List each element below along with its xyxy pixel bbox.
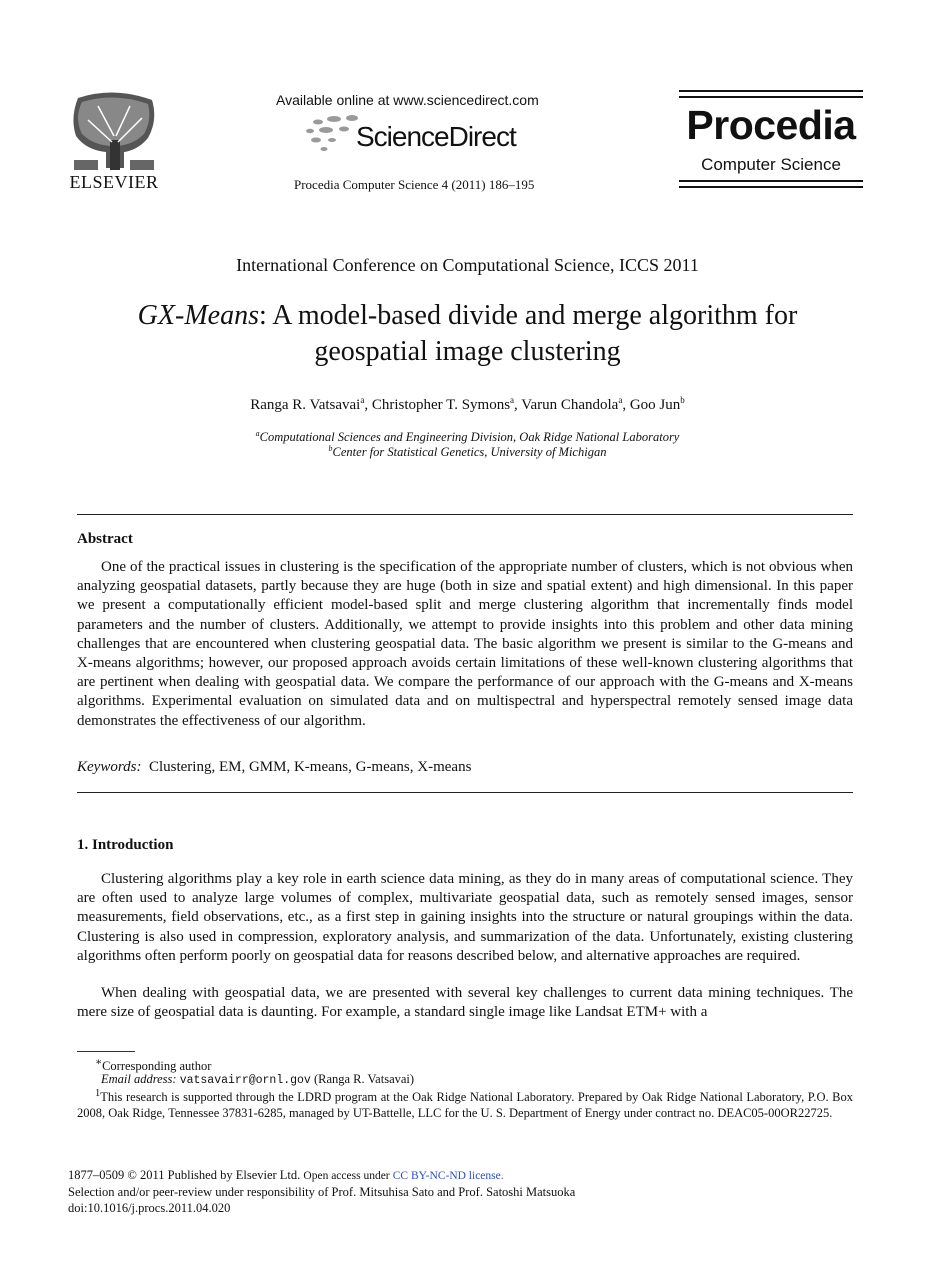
- sciencedirect-wordmark: ScienceDirect: [356, 121, 516, 152]
- divider-bottom: [77, 792, 853, 793]
- doi-line[interactable]: doi:10.1016/j.procs.2011.04.020: [68, 1201, 231, 1215]
- affil-text: Computational Sciences and Engineering Division, Oak Ridge National Laboratory: [259, 430, 680, 445]
- title-line1: : A model-based divide and merge algorithm for: [258, 300, 798, 331]
- footnote-1: [77, 1086, 853, 1121]
- affil-text: Center for Statistical Genetics, University of Michigan: [332, 445, 607, 460]
- author-affil-mark: b: [680, 395, 685, 405]
- introduction-para-2: When dealing with geospatial data, we are presented with several key challenges to current data mining techniques. The mere size of geospatial data is daunting. For example, a standard single image like Landsat ETM+ with a: [77, 985, 853, 1021]
- abstract-heading: Abstract: [77, 531, 133, 547]
- email-name: (Ranga R. Vatsavai): [313, 1072, 415, 1086]
- author-list: Ranga R. Vatsavai$^a$, Christopher T. Symons$^a$, Varun Chandola$^a$, Goo Jun$^b$: [250, 395, 685, 413]
- author-name: Varun Chandola: [521, 397, 619, 413]
- divider-top: [77, 514, 853, 515]
- copyright-text: 1877–0509 © 2011 Published by Elsevier Ltd.: [68, 1168, 301, 1182]
- available-online-text[interactable]: Available online at www.sciencedirect.com: [276, 92, 539, 108]
- footnote-text: This research is supported through the LDRD program at the Oak Ridge National Laboratory. Prepared by Oak Ridge National Laboratory, P.O. Box 2008, Oak Ridge, Tennessee 37831-6285, managed by UT-Battelle, LLC for the U. S. Department of Energy under contract no. DEAC05-00OR22725.: [77, 1090, 853, 1121]
- license-link[interactable]: CC BY-NC-ND license.: [392, 1170, 504, 1182]
- email-address[interactable]: vatsavairr@ornl.gov: [179, 1074, 311, 1087]
- author-name: Ranga R. Vatsavai: [250, 397, 361, 413]
- author-affil-mark: a: [360, 395, 365, 405]
- footnote-mark: 1: [95, 1088, 101, 1099]
- title-italic: GX-Means: [137, 300, 259, 331]
- introduction-para-1: Clustering algorithms play a key role in earth science data mining, as they do in many areas of computational science. They are often used to analyze large volumes of complex, multivariate geospatial data, such as remotely sensed images, sensor measurements, field observations, etc., as a first step in gaining insights into the structure or natural groupings within the data. Clustering is also used in compression, exploratory analysis, and summarization of the data. Unfortunately, existing clustering algorithms often perform poorly on geospatial data for reasons described below, and alternative approaches are required.: [77, 871, 853, 964]
- author-affil-mark: a: [510, 395, 515, 405]
- footnote-mark: ∗: [95, 1057, 103, 1068]
- procedia-wordmark: Procedia: [686, 102, 856, 148]
- affil-mark: a: [255, 429, 260, 438]
- title-line2: geospatial image clustering: [314, 336, 621, 367]
- email-label: Email address:: [101, 1072, 177, 1086]
- paper-title: [100, 298, 835, 370]
- conference-name: International Conference on Computational Science, ICCS 2011: [236, 255, 699, 275]
- author-name: Goo Jun: [629, 397, 681, 413]
- open-access-text: Open access under: [303, 1170, 390, 1182]
- footnote-text: Corresponding author: [102, 1059, 212, 1074]
- selection-line: Selection and/or peer-review under responsibility of Prof. Mitsuhisa Sato and Prof. Satoshi Matsuoka: [68, 1185, 576, 1199]
- abstract-text: One of the practical issues in clustering is the specification of the appropriate number of clusters, which is not obvious when analyzing geospatial datasets, partly because they are huge (both in size and spatial extent) and high dimensional. In this paper we present a computationally efficient model-based split and merge clustering algorithm that incrementally finds model parameters and the number of clusters. Additionally, we attempt to provide insights into this problem and other data mining challenges that are encountered when clustering geospatial data. The basic algorithm we present is similar to the G-means and X-means algorithms; however, our proposed approach avoids certain limitations of these well-known clustering algorithms that are pertinent when dealing with geospatial data. We compare the performance of our approach with the G-means and X-means algorithms. Experimental evaluation on simulated data and on multispectral and hyperspectral remotely sensed image data demonstrates the effectiveness of our algorithm.: [77, 559, 853, 729]
- affiliation-b: [0, 444, 935, 460]
- affil-mark: b: [328, 444, 333, 453]
- procedia-subtitle: Computer Science: [701, 155, 841, 174]
- elsevier-wordmark: ELSEVIER: [69, 172, 159, 192]
- keywords-text: Clustering, EM, GMM, K-means, G-means, X-means: [148, 759, 472, 775]
- copyright-line: [68, 1167, 504, 1184]
- keywords-label: Keywords:: [77, 759, 142, 775]
- affiliation-a: [0, 429, 935, 445]
- footnote-divider: [77, 1051, 135, 1052]
- keywords: [77, 759, 471, 776]
- journal-reference: Procedia Computer Science 4 (2011) 186–195: [294, 177, 535, 192]
- introduction-heading: 1. Introduction: [77, 837, 174, 853]
- author-affil-mark: a: [618, 395, 623, 405]
- author-name: Christopher T. Symons: [371, 397, 511, 413]
